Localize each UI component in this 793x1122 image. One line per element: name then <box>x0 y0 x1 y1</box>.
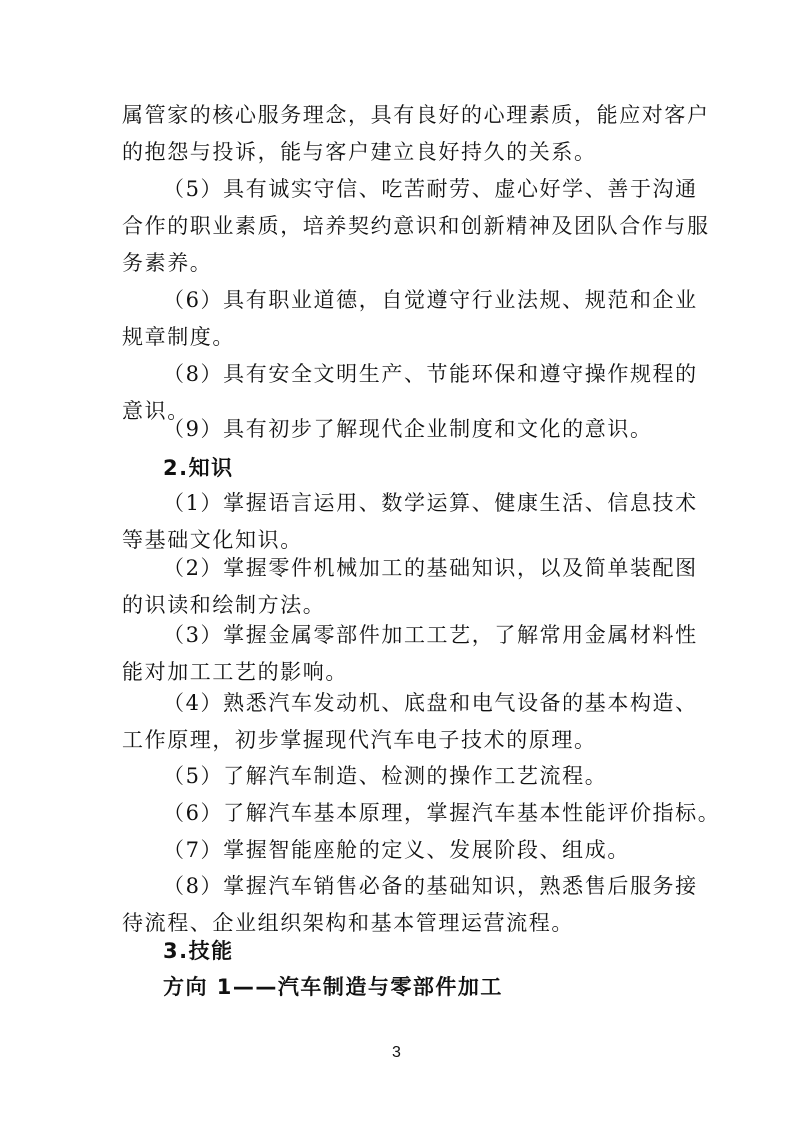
section-heading-skills: 3.技能 <box>163 939 234 963</box>
text-line: 属管家的核心服务理念，具有良好的心理素质，能应对客户 <box>122 103 710 127</box>
text-line: （9）具有初步了解现代企业制度和文化的意识。 <box>163 417 653 441</box>
paragraph-knowledge-1 <box>122 485 698 559</box>
paragraph-item-5-integrity <box>122 171 710 282</box>
page-number: 3 <box>392 1044 401 1061</box>
paragraph-item-9-enterprise <box>122 411 682 448</box>
text-line: （2）掌握零件机械加工的基础知识，以及简单装配图 <box>163 556 698 580</box>
text-line: （1）掌握语言运用、数学运算、健康生活、信息技术 <box>163 491 698 515</box>
text-line: 务素养。 <box>122 251 213 275</box>
paragraph-service-attitude <box>122 97 710 171</box>
text-line: （5）了解汽车制造、检测的操作工艺流程。 <box>163 764 608 788</box>
text-line: （6）了解汽车基本原理，掌握汽车基本性能评价指标。 <box>163 801 721 825</box>
text-line: 待流程、企业组织架构和基本管理运营流程。 <box>122 911 574 935</box>
paragraph-knowledge-6 <box>122 795 721 832</box>
paragraph-item-6-ethics <box>122 282 698 356</box>
text-line: 意识。 <box>122 399 190 423</box>
text-line: 工作原理，初步掌握现代汽车电子技术的原理。 <box>122 728 597 752</box>
paragraph-knowledge-2 <box>122 550 698 624</box>
text-line: （7）掌握智能座舱的定义、发展阶段、组成。 <box>163 838 630 862</box>
paragraph-knowledge-7 <box>122 832 682 869</box>
text-line: 规章制度。 <box>122 325 235 349</box>
section-heading-knowledge: 2.知识 <box>163 456 234 480</box>
paragraph-knowledge-8 <box>122 868 698 942</box>
text-line: 等基础文化知识。 <box>122 528 303 552</box>
paragraph-knowledge-4 <box>122 685 698 759</box>
text-line: （8）掌握汽车销售必备的基础知识，熟悉售后服务接 <box>163 874 698 898</box>
text-line: （8）具有安全文明生产、节能环保和遵守操作规程的 <box>163 362 698 386</box>
text-line: （6）具有职业道德，自觉遵守行业法规、规范和企业 <box>163 288 698 312</box>
paragraph-knowledge-3 <box>122 617 698 691</box>
text-line: 合作的职业素质，培养契约意识和创新精神及团队合作与服 <box>122 214 710 238</box>
text-line: 能对加工工艺的影响。 <box>122 660 348 684</box>
text-line: （4）熟悉汽车发动机、底盘和电气设备的基本构造、 <box>163 691 698 715</box>
text-line: （5）具有诚实守信、吃苦耐劳、虚心好学、善于沟通 <box>163 177 698 201</box>
text-line: （3）掌握金属零部件加工工艺，了解常用金属材料性 <box>163 623 698 647</box>
text-line: 的识读和绘制方法。 <box>122 593 326 617</box>
paragraph-knowledge-5 <box>122 758 682 795</box>
subheading-direction-1: 方向 1——汽车制造与零部件加工 <box>163 975 503 999</box>
text-line: 的抱怨与投诉，能与客户建立良好持久的关系。 <box>122 140 597 164</box>
